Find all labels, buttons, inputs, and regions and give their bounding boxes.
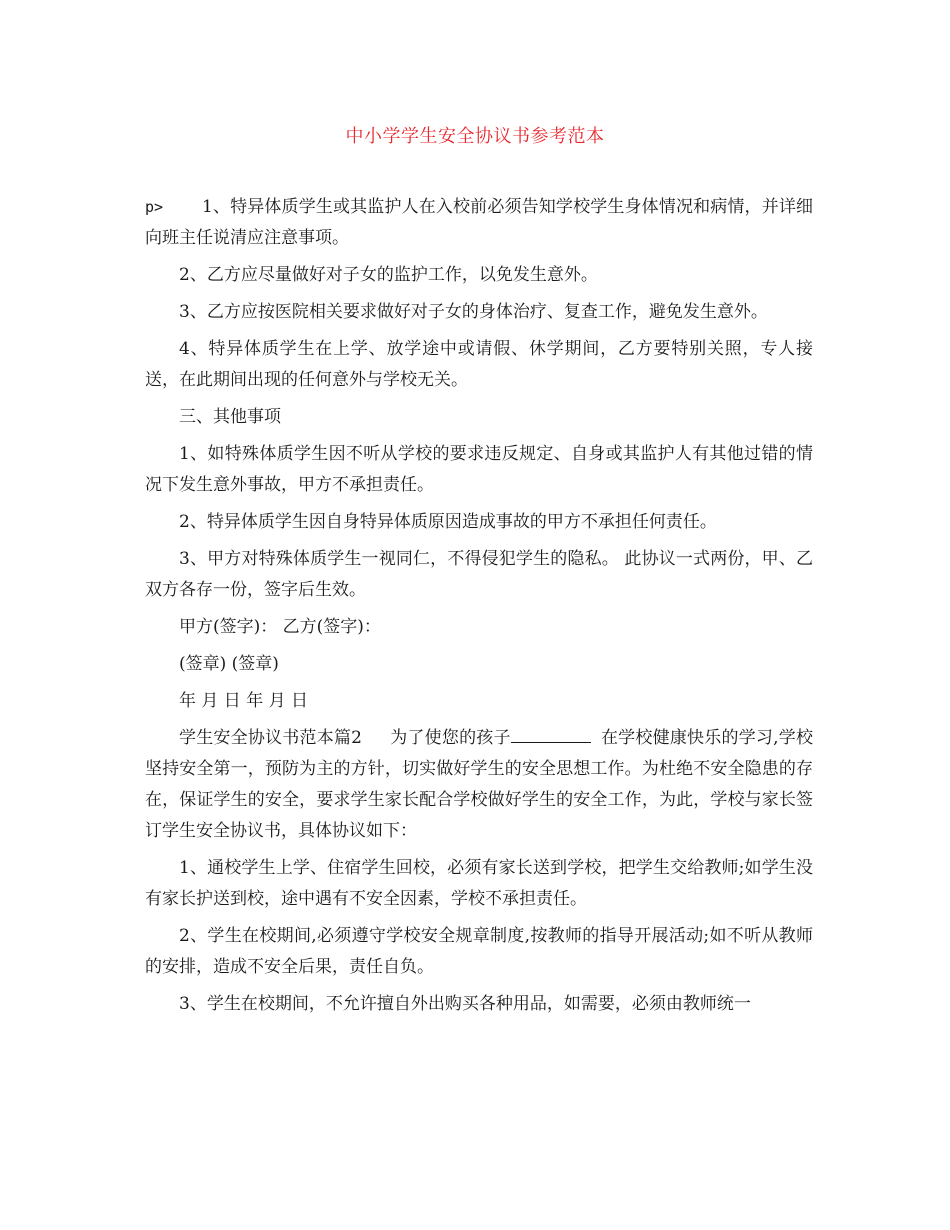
paragraph-5: 1、如特殊体质学生因不听从学校的要求违反规定、自身或其监护人有其他过错的情况下发生意外事故，甲方不承担责任。 [145,444,813,495]
seal-line: (签章) (签章) [179,654,279,674]
document-title: 中小学学生安全协议书参考范本 [345,126,605,147]
section-heading-other: 三、其他事项 [179,407,281,427]
section2-paragraph-3: 3、学生在校期间，不允许擅自外出购买各种用品，如需要，必须由教师统一 [179,994,751,1014]
paragraph-7: 3、甲方对特殊体质学生一视同仁，不得侵犯学生的隐私。 此协议一式两份，甲、乙双方各存一份，签字后生效。 [145,549,813,600]
paragraph-6: 2、特异体质学生因自身特异体质原因造成事故的甲方不承担任何责任。 [179,512,717,532]
paragraph-1 [145,192,813,254]
child-name-blank [511,728,591,743]
paragraph-4: 4、特异体质学生在上学、放学途中或请假、休学期间，乙方要特别关照，专人接送，在此期间出现的任何意外与学校无关。 [145,339,813,390]
date-line: 年 月 日 年 月 日 [179,691,309,711]
section2-paragraph-2: 2、学生在校期间,必须遵守学校安全规章制度,按教师的指导开展活动;如不听从教师的安排，造成不安全后果，责任自负。 [145,926,813,977]
section2-heading: 学生安全协议书范本篇2 [179,728,362,748]
section2-intro [145,723,813,847]
paragraph-1-text: 1、特异体质学生或其监护人在入校前必须告知学校学生身体情况和病情，并详细向班主任说清应注意事项。 [145,197,813,248]
section2-intro-after-blank: 在学校健康快乐的学习,学校坚持安全第一，预防为主的方针，切实做好学生的安全思想工作。为杜绝不安全隐患的存在，保证学生的安全，要求学生家长配合学校做好学生的安全工作，为此，学校与家长签订学生安全协议书，具体协议如下： [145,728,813,841]
signature-line: 甲方(签字)： 乙方(签字)： [179,617,381,637]
paragraph-2: 2、乙方应尽量做好对子女的监护工作，以免发生意外。 [179,265,598,285]
document-body [145,192,813,1026]
section2-intro-before-blank: 为了使您的孩子 [390,728,511,748]
lead-marker: p> [145,198,164,216]
paragraph-3: 3、乙方应按医院相关要求做好对子女的身体治疗、复查工作，避免发生意外。 [179,302,768,322]
section2-paragraph-1: 1、通校学生上学、住宿学生回校，必须有家长送到学校，把学生交给教师;如学生没有家长护送到校，途中遇有不安全因素，学校不承担责任。 [145,858,813,909]
